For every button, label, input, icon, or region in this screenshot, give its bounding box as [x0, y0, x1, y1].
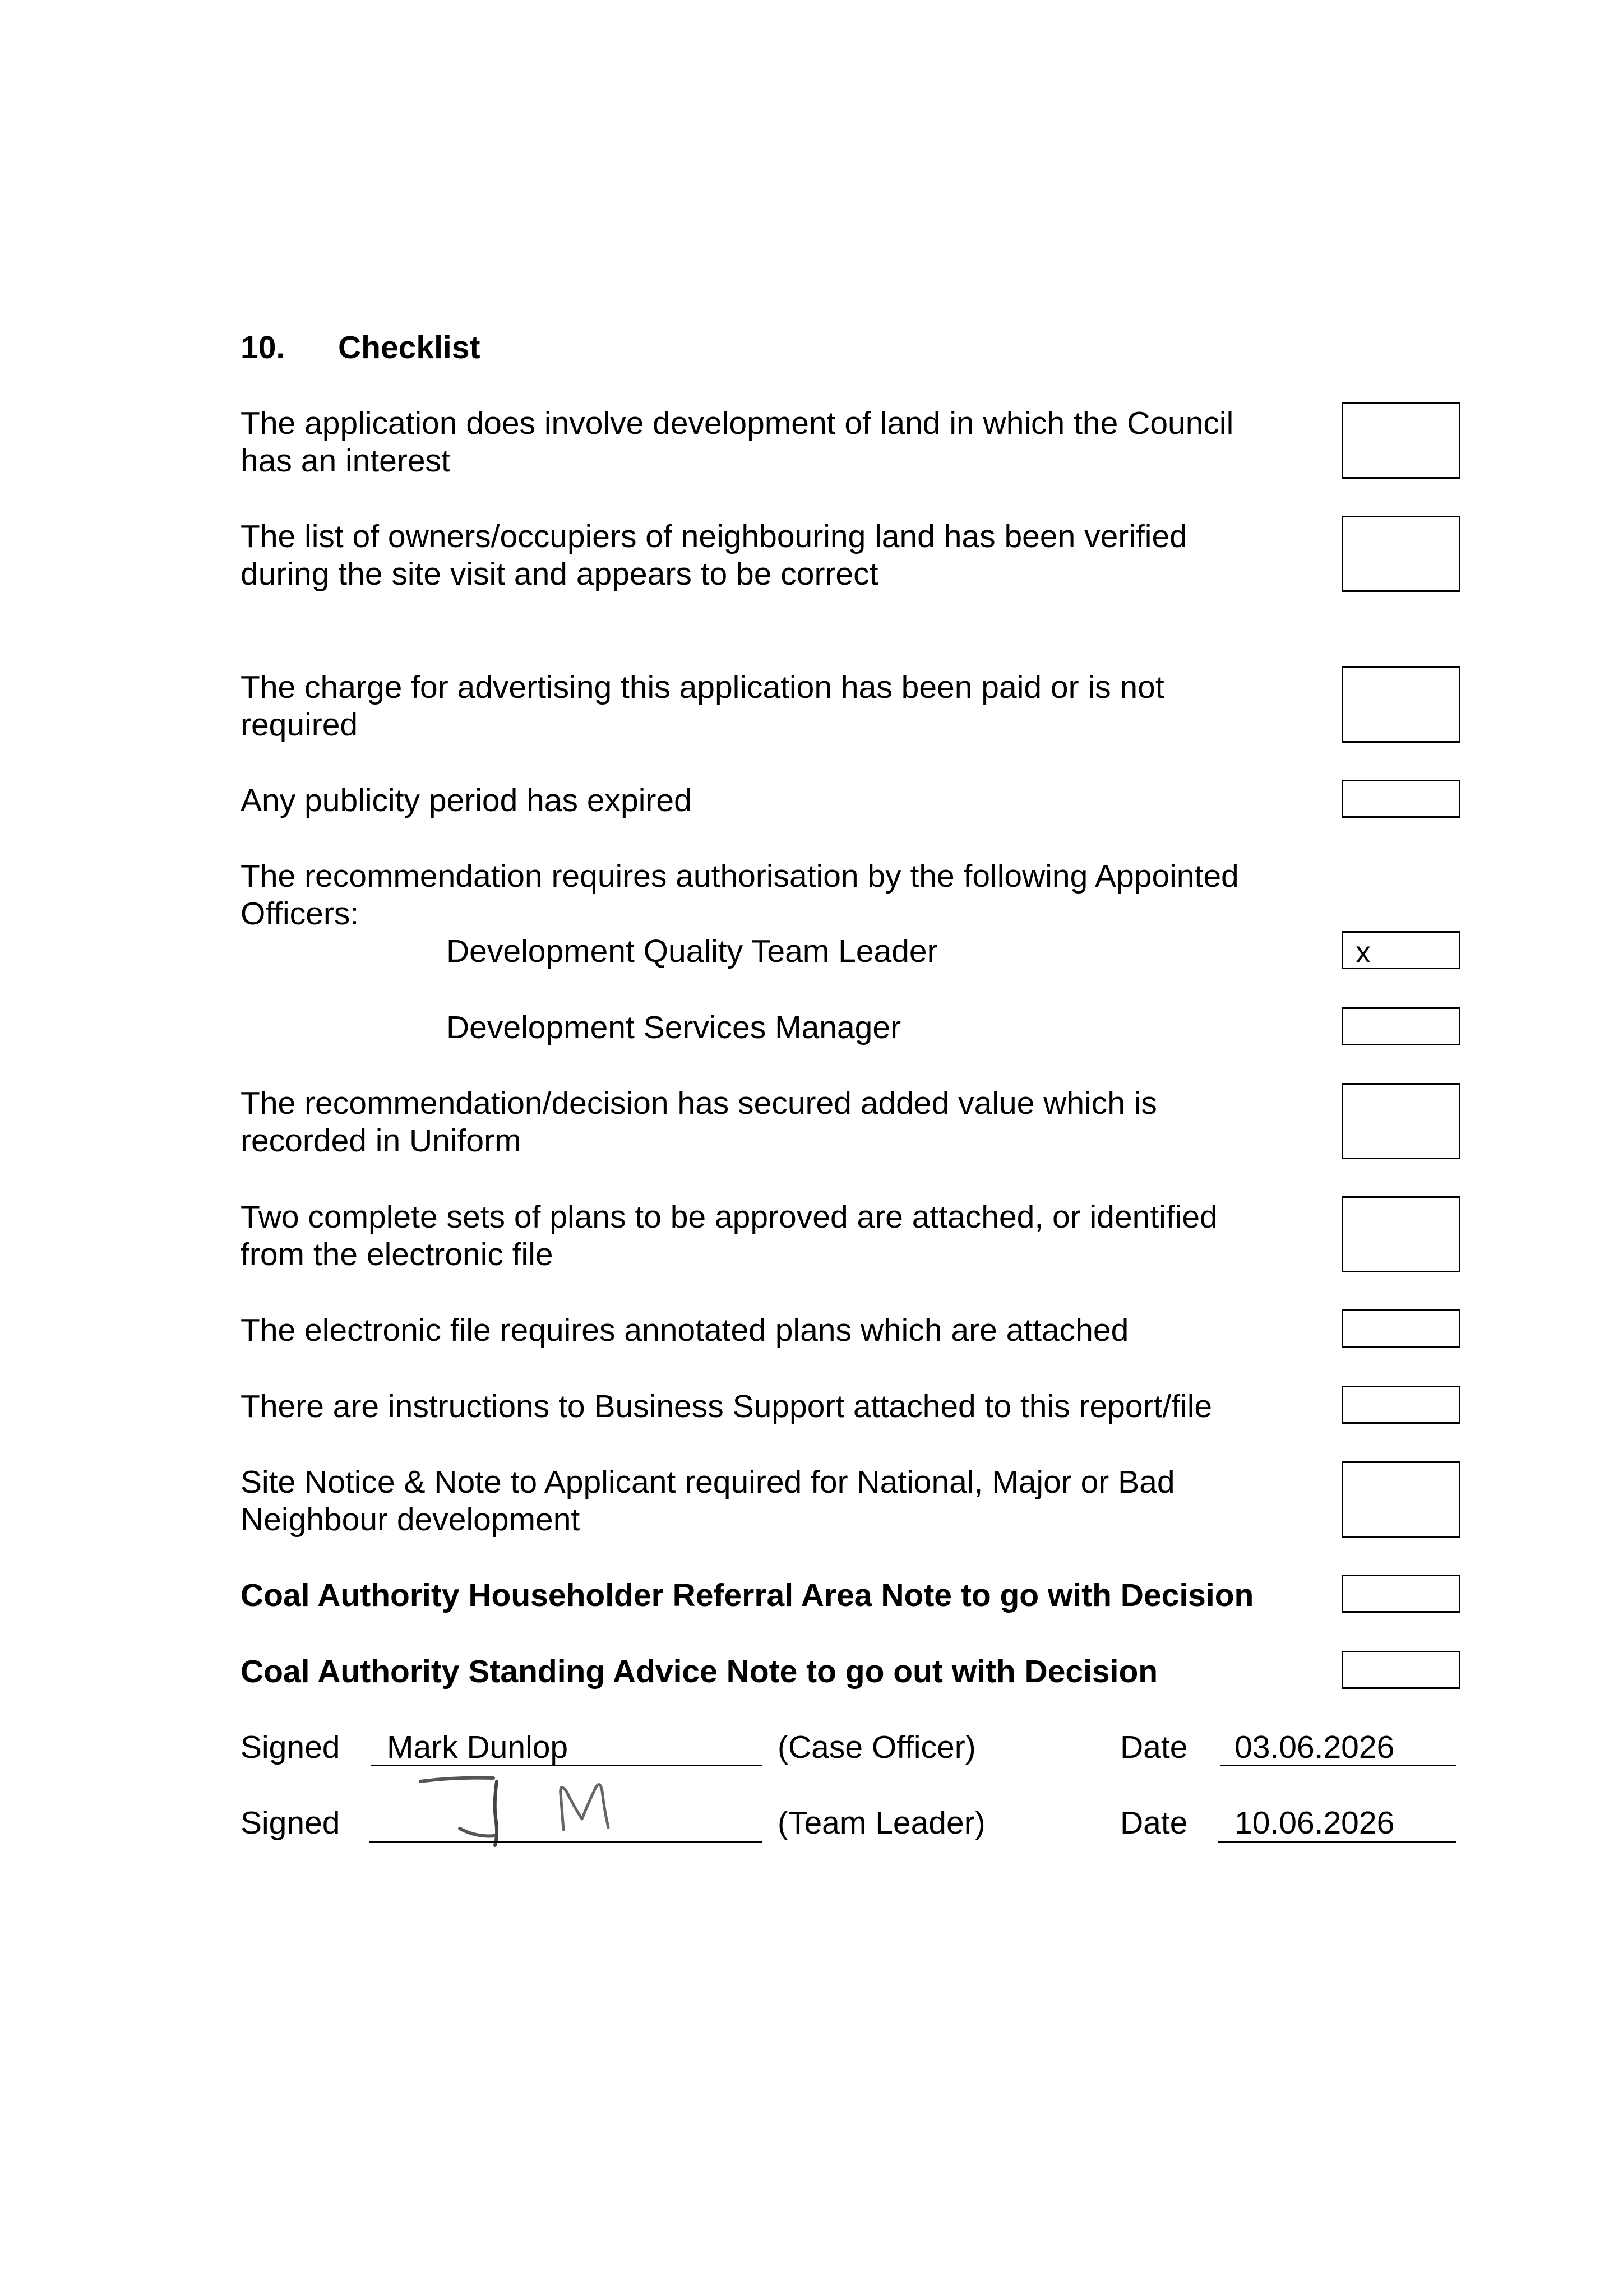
checkbox-coal-standing-advice[interactable]	[1342, 1651, 1460, 1689]
checkbox-publicity-expired[interactable]	[1342, 780, 1460, 818]
checkbox-team-leader[interactable]: x	[1342, 931, 1460, 969]
team-leader-date-line	[1218, 1841, 1456, 1843]
checklist-item-coal-standing-advice: Coal Authority Standing Advice Note to go out with Decision	[241, 1654, 1158, 1689]
case-officer-date: 03.06.2026	[1234, 1729, 1395, 1765]
authorisation-text-cont: Officers:	[241, 896, 359, 932]
case-officer-name: Mark Dunlop	[387, 1729, 568, 1765]
checklist-item-added-value-cont: recorded in Uniform	[241, 1123, 521, 1159]
signed-label-team-leader: Signed	[241, 1805, 340, 1841]
checklist-item-neighbours-verified-cont: during the site visit and appears to be correct	[241, 556, 878, 592]
checkbox-advertising-charge[interactable]	[1342, 666, 1460, 743]
checklist-item-plans-sets-cont: from the electronic file	[241, 1237, 553, 1272]
checkbox-site-notice[interactable]	[1342, 1461, 1460, 1538]
checkbox-business-support[interactable]	[1342, 1386, 1460, 1424]
checklist-item-council-interest: The application does involve development of land in which the Council	[241, 405, 1234, 441]
case-officer-date-line	[1220, 1765, 1456, 1766]
officer-team-leader-label: Development Quality Team Leader	[446, 933, 938, 969]
checklist-item-advertising-charge: The charge for advertising this application has been paid or is not	[241, 669, 1164, 705]
checkbox-plans-sets[interactable]	[1342, 1196, 1460, 1272]
checklist-item-council-interest-cont: has an interest	[241, 443, 450, 479]
date-label-case-officer: Date	[1120, 1729, 1188, 1765]
checkbox-neighbours-verified[interactable]	[1342, 516, 1460, 592]
checkbox-services-manager[interactable]	[1342, 1007, 1460, 1045]
checklist-item-publicity-expired: Any publicity period has expired	[241, 783, 692, 818]
checklist-item-plans-sets: Two complete sets of plans to be approved are attached, or identified	[241, 1199, 1218, 1235]
date-label-team-leader: Date	[1120, 1805, 1188, 1841]
checklist-item-added-value: The recommendation/decision has secured added value which is	[241, 1085, 1157, 1121]
checkbox-coal-householder[interactable]	[1342, 1575, 1460, 1613]
authorisation-text: The recommendation requires authorisation by the following Appointed	[241, 858, 1239, 894]
checklist-item-annotated-plans: The electronic file requires annotated plans which are attached	[241, 1312, 1129, 1348]
handwritten-signature	[415, 1766, 650, 1850]
checklist-item-neighbours-verified: The list of owners/occupiers of neighbouring land has been verified	[241, 519, 1187, 554]
section-title: Checklist	[338, 330, 480, 365]
case-officer-role: (Case Officer)	[778, 1729, 976, 1765]
checkbox-annotated-plans[interactable]	[1342, 1309, 1460, 1348]
signed-label-case-officer: Signed	[241, 1729, 340, 1765]
checklist-item-business-support: There are instructions to Business Support attached to this report/file	[241, 1388, 1213, 1424]
checklist-item-coal-householder: Coal Authority Householder Referral Area Note to go with Decision	[241, 1577, 1254, 1613]
team-leader-date: 10.06.2026	[1234, 1805, 1395, 1841]
team-leader-role: (Team Leader)	[778, 1805, 986, 1841]
checklist-item-site-notice: Site Notice & Note to Applicant required for National, Major or Bad	[241, 1464, 1175, 1500]
section-number: 10.	[241, 330, 285, 365]
checkbox-added-value[interactable]	[1342, 1083, 1460, 1159]
checklist-item-advertising-charge-cont: required	[241, 707, 358, 743]
team-leader-signature-line	[369, 1841, 762, 1843]
checklist-item-site-notice-cont: Neighbour development	[241, 1502, 580, 1538]
officer-services-manager-label: Development Services Manager	[446, 1010, 901, 1045]
checkbox-council-interest[interactable]	[1342, 402, 1460, 479]
